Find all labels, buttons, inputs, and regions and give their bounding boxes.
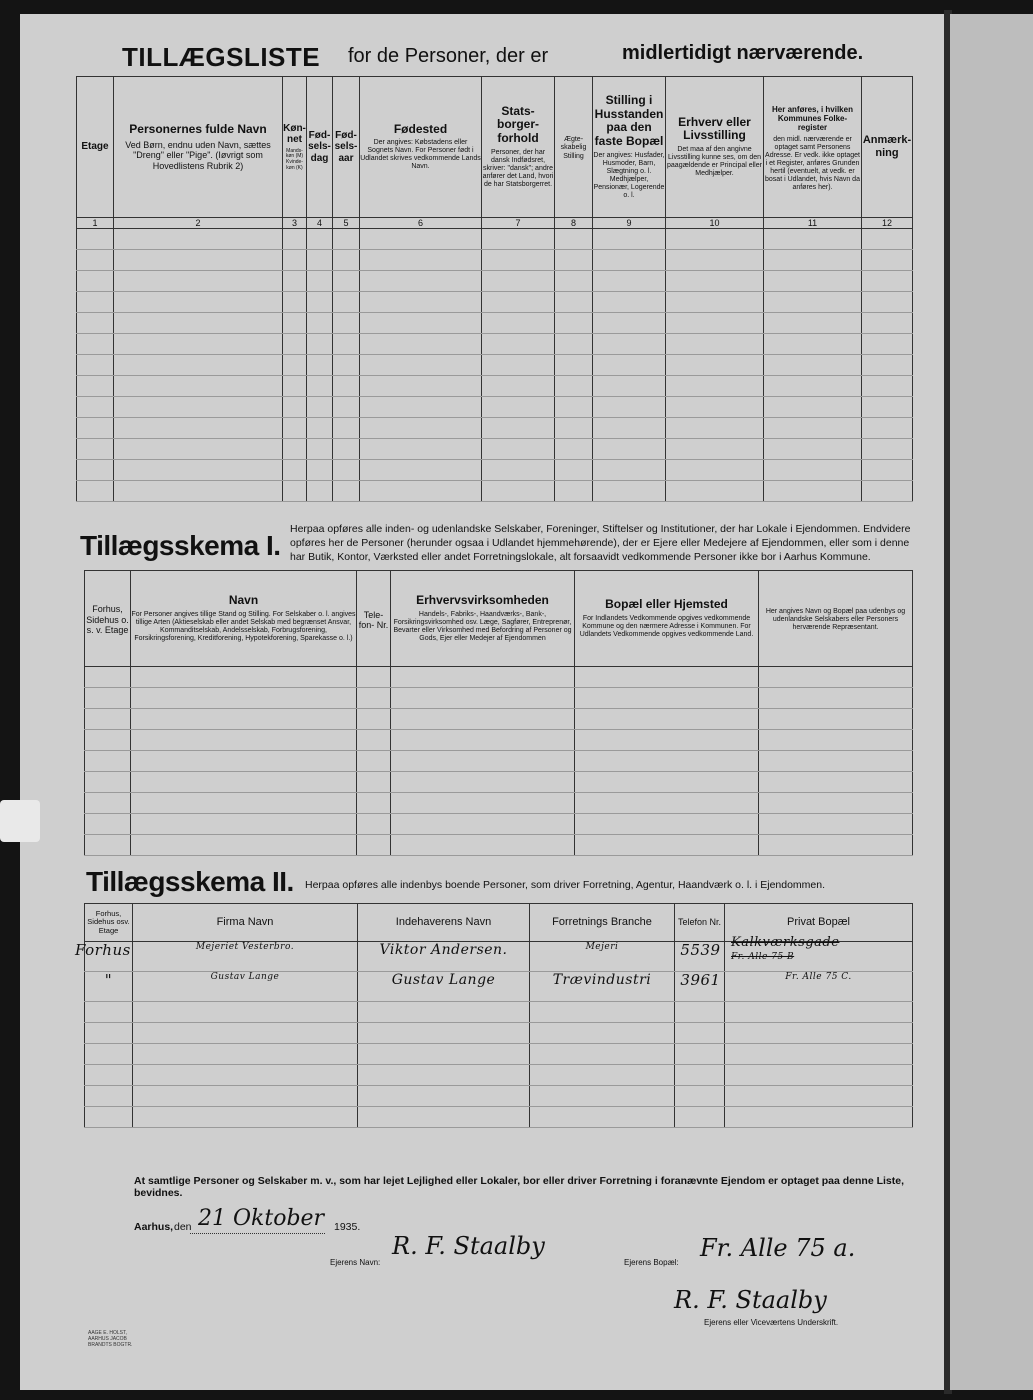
row-firma: Gustav Lange bbox=[133, 972, 358, 1002]
bopael-struck: Kalkværksgade bbox=[731, 935, 840, 950]
col-etage-header: Etage bbox=[77, 77, 114, 218]
col-num: 7 bbox=[482, 218, 555, 229]
skema1-col-repraesentant: Her angives Navn og Bopæl paa udenbys og udenlandske Selskabers eller Personers herværende Repræsentant. bbox=[759, 571, 913, 667]
page-title-bold: midlertidigt nærværende. bbox=[622, 42, 864, 64]
col-num: 2 bbox=[114, 218, 283, 229]
footer-den: den bbox=[174, 1221, 192, 1233]
bopael-value: Fr. Alle 75 B bbox=[731, 952, 795, 962]
owner-name-label: Ejerens Navn: bbox=[330, 1258, 381, 1267]
page-tab bbox=[0, 800, 40, 842]
table-row bbox=[85, 972, 913, 1002]
row-telefon: 5539 bbox=[675, 942, 725, 972]
col-navn-header: Personernes fulde Navn Ved Børn, endnu uden Navn, sættes "Dreng" eller "Pige". (Iøvrigt som Hovedlistens Rubrik 2) bbox=[114, 77, 283, 218]
skema1-col-erhverv: Erhvervsvirksomheden Handels-, Fabriks-, Haandværks-, Bank-, Forsikringsvirksomhed osv. Læge, Sagfører, Entreprenør, Bevarter eller Virksomhed med Befordring af Personer og Gods, Ejer eller Medejer af Ejendommen bbox=[391, 571, 575, 667]
skema2-col-telefon: Telefon Nr. bbox=[675, 904, 725, 942]
footer-city: Aarhus, bbox=[134, 1221, 174, 1233]
signature-label: Ejerens eller Viceværtens Underskrift. bbox=[704, 1318, 839, 1327]
col-num: 6 bbox=[360, 218, 482, 229]
col-aegteskab-header: Ægte- skabelig Stilling bbox=[555, 77, 593, 218]
tillaegsliste-rows bbox=[77, 229, 913, 502]
skema1-table bbox=[84, 570, 913, 856]
row-bopael: Fr. Alle 75 C. bbox=[725, 972, 913, 1002]
skema2-note: Herpaa opføres alle indenbys boende Personer, som driver Forretning, Agentur, Haandværk o. l. i Ejendommen. bbox=[305, 879, 826, 891]
col-foedselsaar-header: Fød- sels- aar bbox=[333, 77, 360, 218]
row-indehaver: Viktor Andersen. bbox=[358, 942, 530, 972]
row-firma: Mejeriet Vesterbro. bbox=[133, 942, 358, 972]
col-erhverv-header: Erhverv eller Livsstilling Det maa af den angivne Livsstilling kunne ses, om den paagældende er Principal eller Medhjælper. bbox=[666, 77, 764, 218]
row-etage: Forhus bbox=[75, 942, 123, 972]
tillaegsliste-table bbox=[76, 76, 913, 502]
owner-address: Fr. Alle 75 a. bbox=[700, 1234, 856, 1262]
skema2-col-indehaver: Indehaverens Navn bbox=[358, 904, 530, 942]
skema1-col-telefon: Tele- fon- Nr. bbox=[357, 571, 391, 667]
page-title-rest: for de Personer, der er bbox=[348, 45, 549, 67]
skema1-rows bbox=[85, 667, 913, 856]
skema1-col-bopael: Bopæl eller Hjemsted For Indlandets Vedkommende opgives vedkommende Kommune og den nærmere Adresse i Kommunen. For Udlandets Vedkommende opgives vedkommende Land. bbox=[575, 571, 759, 667]
skema2-col-bopael: Privat Bopæl bbox=[725, 904, 913, 942]
skema2-col-firma: Firma Navn bbox=[133, 904, 358, 942]
next-page-edge bbox=[950, 14, 1033, 1390]
footer-date: 21 Oktober bbox=[198, 1206, 325, 1231]
table-row bbox=[85, 942, 913, 972]
skema1-col-navn: Navn For Personer angives tillige Stand og Stilling. For Selskaber o. l. angives tillige Arten (Aktieselskab eller andet Selskab med begrænset Ansvar, Kommanditselskab, Andelsselskab, Forbrugsforening, Forsikringsforening, Kreditforening, Hypotekforening, Sparekasse o. l.) bbox=[131, 571, 357, 667]
printer-imprint: AAGE E. HOLST, AARHUS JACOB BRANDTS BOGTR. bbox=[88, 1330, 133, 1348]
col-num: 8 bbox=[555, 218, 593, 229]
row-branche: Trævindustri bbox=[530, 972, 675, 1002]
row-etage: " bbox=[85, 972, 133, 1002]
col-foedested-header: Fødested Der angives: Købstadens eller Sognets Navn. For Personer født i Udlandet skrives vedkommende Lands Navn. bbox=[360, 77, 482, 218]
row-branche: Mejeri bbox=[530, 942, 675, 972]
date-line bbox=[190, 1233, 325, 1234]
col-num: 11 bbox=[764, 218, 862, 229]
col-stilling-header: Stilling i Husstanden paa den faste Bopæl Der angives: Husfader, Husmoder, Barn, Slægtning o. l. Medhjælper, Pensionær, Logerende o. l. bbox=[593, 77, 666, 218]
skema2-col-etage: Forhus, Sidehus osv. Etage bbox=[85, 904, 133, 942]
owner-name-signature: R. F. Staalby bbox=[392, 1232, 545, 1260]
skema2-title: Tillægsskema II. bbox=[86, 866, 294, 897]
col-num: 10 bbox=[666, 218, 764, 229]
row-bopael bbox=[725, 935, 913, 972]
col-anmaerkning-header: Anmærk- ning bbox=[862, 77, 913, 218]
skema2-table bbox=[75, 903, 913, 1128]
col-num: 9 bbox=[593, 218, 666, 229]
skema1-note: Herpaa opføres alle inden- og udenlandske Selskaber, Foreninger, Stiftelser og Institutioner, der har Lokale i Ejendommen. Endvidere opføres her de Personer (herunder ogsaa i Udlandet hjemmehørende), der er Ejere eller Medejere af Ejendommen, eller som i denne har Butik, Kontor, Værksted eller andet Forretningslokale, alt forsaavidt vedkommende Personer ikke bor i Aarhus Kommune. bbox=[290, 523, 911, 564]
skema2-rows bbox=[75, 935, 913, 1128]
page-title: TILLÆGSLISTE bbox=[122, 42, 321, 72]
col-num: 3 bbox=[283, 218, 307, 229]
col-folkeregister-header: Her anføres, i hvilken Kommunes Folke- register den midl. nærværende er optaget samt Personens Adresse. Er vedk. ikke optaget i et Register, anføres Grunden hertil (eventuelt, at vedk. er bosat i Udlandet, hvis Navn da anføres her). bbox=[764, 77, 862, 218]
owner-address-label: Ejerens Bopæl: bbox=[624, 1258, 679, 1267]
col-num: 1 bbox=[77, 218, 114, 229]
row-telefon: 3961 bbox=[675, 972, 725, 1002]
col-num: 4 bbox=[307, 218, 333, 229]
col-num: 12 bbox=[862, 218, 913, 229]
col-statsborger-header: Stats- borger- forhold Personer, der har dansk Indfødsret, skriver: "dansk"; andre anfører det Land, hvori de har Statsborgerret. bbox=[482, 77, 555, 218]
row-indehaver: Gustav Lange bbox=[358, 972, 530, 1002]
footer-statement: At samtlige Personer og Selskaber m. v., som har lejet Lejlighed eller Lokaler, bor eller driver Forretning i foranævnte Ejendom er optaget paa denne Liste, bevidnes. bbox=[134, 1175, 905, 1199]
col-foedselsdag-header: Fød- sels- dag bbox=[307, 77, 333, 218]
footer-year: 1935. bbox=[334, 1221, 361, 1233]
col-num: 5 bbox=[333, 218, 360, 229]
skema1-title: Tillægsskema I. bbox=[80, 530, 281, 561]
owner-signature: R. F. Staalby bbox=[674, 1286, 827, 1314]
skema2-col-branche: Forretnings Branche bbox=[530, 904, 675, 942]
skema1-col-etage: Forhus, Sidehus o. s. v. Etage bbox=[85, 571, 131, 667]
col-koen-header: Køn- net Mands- køn (M) Kvinde- køn (K) bbox=[283, 77, 307, 218]
